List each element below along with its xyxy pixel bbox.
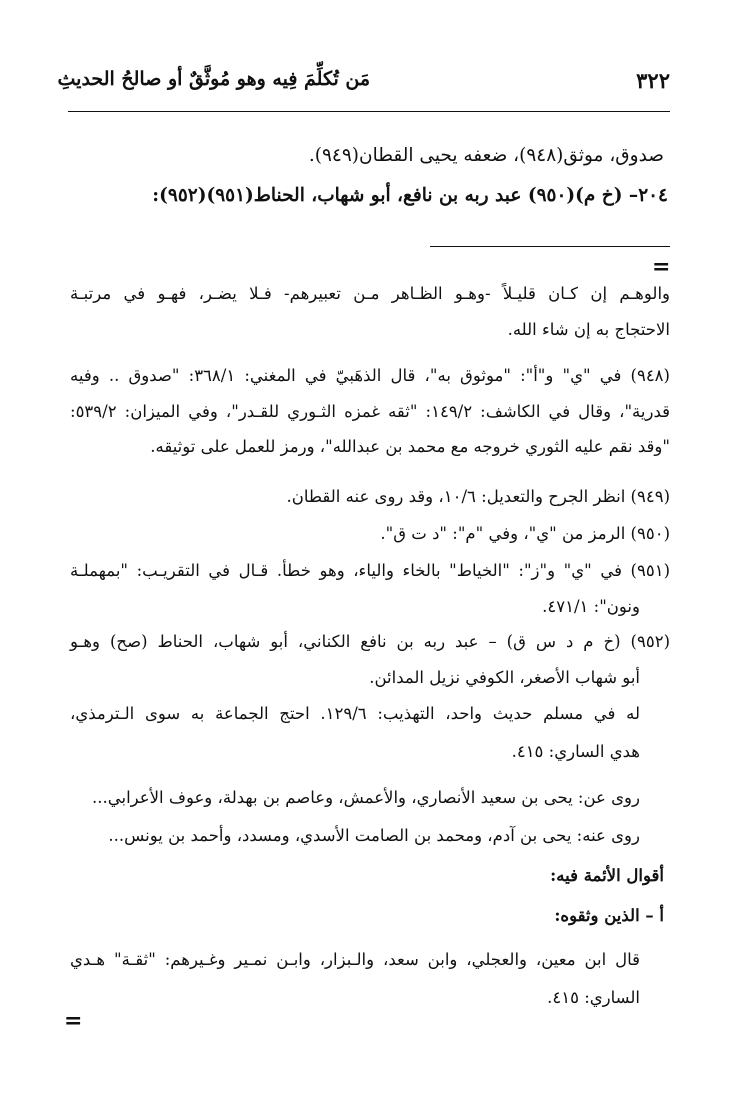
footnote-952-line: قال ابن معين، والعجلي، وابن سعد، والـبزار، وابـن نمـير وغـيرهم: "ثقـة" هـدي [70,950,640,969]
header-rule [68,111,670,112]
footnote-950: (٩٥٠) الرمز من "ي"، وفي "م": "د ت ق". [380,524,670,543]
footnote-951: (٩٥١) في "ي" و"ز": "الخياط" بالخاء والياء، وهو خطأ. قـال في التقريـب: "بمهملـة [70,561,670,580]
footnote-separator [430,246,670,247]
running-header-title: مَن تُكلِّمَ فِيه وهو مُوثَّقٌ أو صالحُ الحديثِ [57,68,370,90]
footnote-948-line: "وقد نقم عليه الثوري خروجه مع محمد بن عبدالله"، ورمز للعمل على توثيقه. [150,437,670,456]
footnote-continuation-line: الاحتجاج به إن شاء الله. [507,320,670,339]
footnote-952-line: أبو شهاب الأصغر، الكوفي نزيل المدائن. [369,668,640,687]
footnote-952-line: روى عنه: يحى بن آدم، ومحمد بن الصامت الأسدي، ومسدد، وأحمد بن يونس... [108,826,640,845]
footnote-948: (٩٤٨) في "ي" و"أ": "موثوق به"، قال الذهَبيّ في المغني: ٣٦٨/١: "صدوق .. وفيه [70,366,670,385]
imams-sayings-heading: أقوال الأئمة فيه: [550,866,664,885]
footnote-952-line: له في مسلم حديث واحد، التهذيب: ١٢٩/٦. احتج الجماعة به سوى الـترمذي، [70,704,640,723]
continuation-mark-top: = [652,254,671,280]
footnote-952: (٩٥٢) (خ م د س ق) – عبد ربه بن نافع الكناني، أبو شهاب، الحناط (صح) وهـو [70,632,670,651]
footnote-948-line: قدرية"، وقال في الكاشف: ١٤٩/٢: "ثقه غمزه الثـوري للقـدر"، وفي الميزان: ٥٣٩/٢: [70,402,670,421]
continuation-mark-bottom: = [64,1008,83,1034]
body-line: صدوق، موثق(٩٤٨)، ضعفه يحيى القطان(٩٤٩). [308,145,664,166]
footnote-952-line: هدي الساري: ٤١٥. [511,742,640,761]
footnote-952-line: روى عن: يحى بن سعيد الأنصاري، والأعمش، وعاصم بن بهدلة، وعوف الأعرابي... [91,788,640,807]
footnote-949: (٩٤٩) انظر الجرح والتعديل: ١٠/٦، وقد روى عنه القطان. [286,487,670,506]
page-number: ٣٢٢ [636,68,670,93]
footnote-continuation-line: والوهـم إن كـان قليـلاً -وهـو الظـاهر مـن تعبيرهم- فـلا يضـر، فهـو في مرتبـة [70,284,670,303]
trusted-by-subheading: أ – الذين وثقوه: [554,906,664,925]
footnote-952-line: الساري: ٤١٥. [547,988,640,1007]
entry-heading: ٢٠٤– (خ م)(٩٥٠) عبد ربه بن نافع، أبو شهاب، الحناط(٩٥١)(٩٥٢): [152,185,668,206]
footnote-951-line: ونون": ٤٧١/١. [542,597,640,616]
